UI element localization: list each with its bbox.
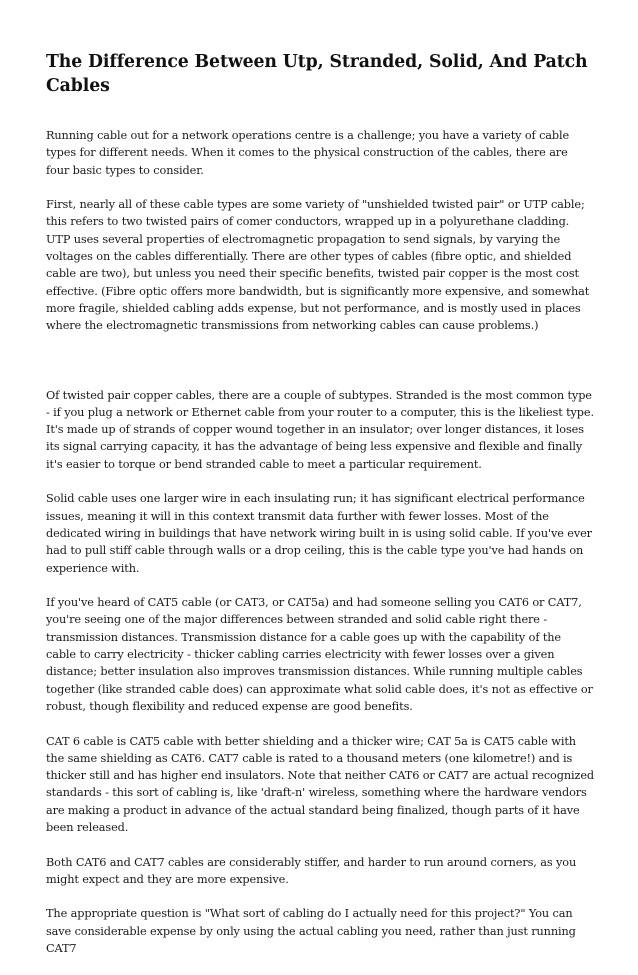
paragraph-solid: Solid cable uses one larger wire in each insulating run; it has significant electrical performance issues, meaning it will in this context transmit data further with fewer losses. Most of the dedicated wiring in buildings that have network wiring built in is using solid cable. If you've ever had to pull stiff cable through walls or a drop ceiling, this is the cable type you've had hands on experience with. <box>46 492 592 575</box>
document-page <box>46 50 594 975</box>
paragraph-stiffness: Both CAT6 and CAT7 cables are considerably stiffer, and harder to run around corners, as you might expect and they are more expensive. <box>46 855 577 886</box>
paragraph-question: The appropriate question is "What sort of cabling do I actually need for this project?" You can save considerable expense by only using the actual cabling you need, rather than just running CAT7 <box>46 907 576 956</box>
paragraph-intro: Running cable out for a network operations centre is a challenge; you have a variety of cable types for different needs. When it comes to the physical construction of the cables, there are four basic types to consider. <box>46 129 570 177</box>
paragraph-stranded: Of twisted pair copper cables, there are a couple of subtypes. Stranded is the most common type - if you plug a network or Ethernet cable from your router to a computer, this is the likeliest type. It's made up of strands of copper wound together in an insulator; over longer distances, it loses its signal carrying capacity, it has the advantage of being less expensive and flexible and finally it's easier to torque or bend stranded cable to meet a particular requirement. <box>46 388 594 471</box>
paragraph-utp: First, nearly all of these cable types are some variety of "unshielded twisted pair" or UTP cable; this refers to two twisted pairs of comer conductors, wrapped up in a polyurethane cladding. UTP uses several properties of electromagnetic propagation to send signals, by varying the voltages on the cables differentially. There are other types of cables (fibre optic, and shielded cable are two), but unless you need their specific benefits, twisted pair copper is the most cost effective. (Fibre optic offers more bandwidth, but is significantly more expensive, and somewhat more fragile, shielded cabling adds expense, but not performance, and is mostly used in places where the electromagnetic transmissions from networking cables can cause problems.) <box>46 198 590 333</box>
paragraph-cat6-cat7: CAT 6 cable is CAT5 cable with better shielding and a thicker wire; CAT 5a is CAT5 cable with the same shielding as CAT6. CAT7 cable is rated to a thousand meters (one kilometre!) and is thicker still and has higher end insulators. Note that neither CAT6 or CAT7 are actual recognized standards - this sort of cabling is, like 'draft-n' wireless, something where the hardware vendors are making a product in advance of the actual standard being finalized, though parts of it have been released. <box>46 734 594 834</box>
document-title: The Difference Between Utp, Stranded, Solid, And Patch Cables <box>46 52 588 96</box>
paragraph-cat5: If you've heard of CAT5 cable (or CAT3, or CAT5a) and had someone selling you CAT6 or CAT7, you're seeing one of the major differences between stranded and solid cable right there - transmission distances. Transmission distance for a cable goes up with the capability of the cable to carry electricity - thicker cabling carries electricity with fewer losses over a given distance; better insulation also improves transmission distances. While running multiple cables together (like stranded cable does) can approximate what solid cable does, it's not as effective or robust, though flexibility and reduced expense are good benefits. <box>46 596 593 713</box>
